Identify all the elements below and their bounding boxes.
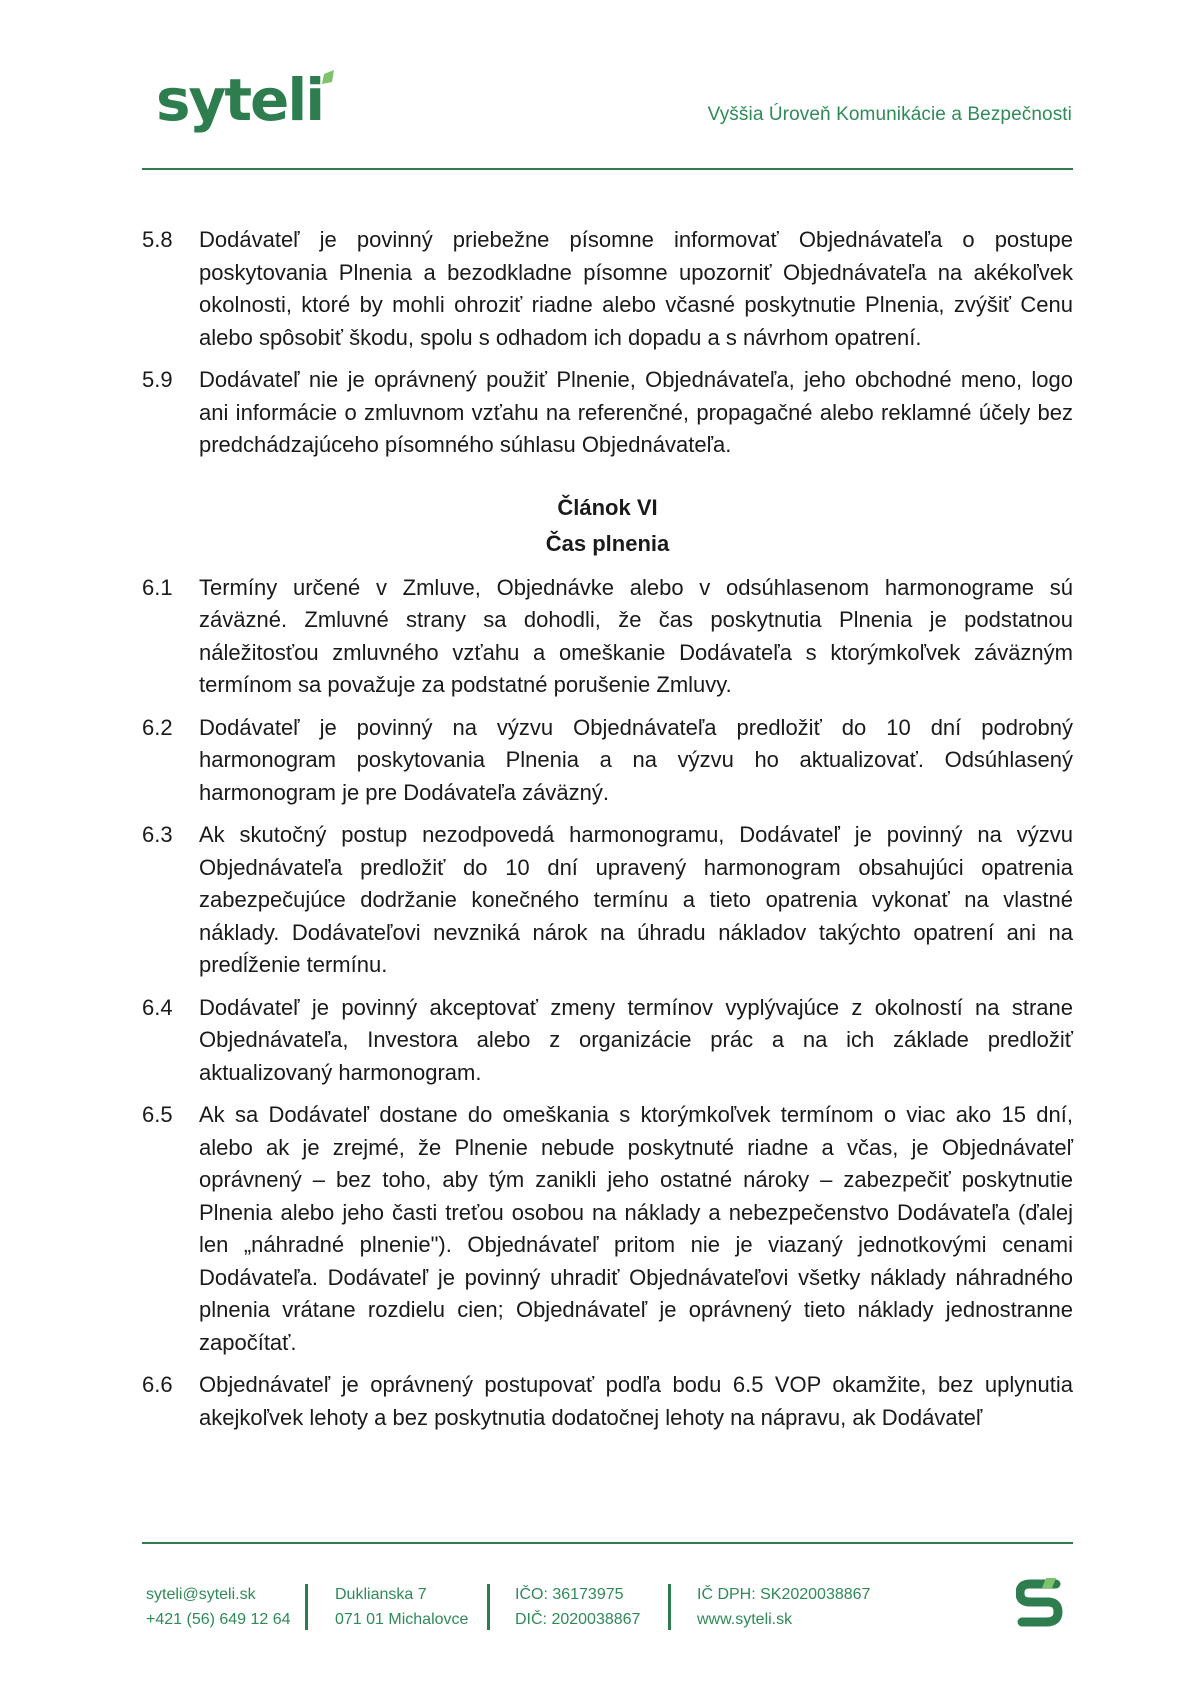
clause-text: Dodávateľ je povinný akceptovať zmeny termínov vyplývajúce z okolností na strane Objednávateľa, Investora alebo z organizácie prác a na ich základe predložiť aktualizovaný harmonogram. bbox=[199, 994, 1073, 1085]
document-body bbox=[142, 224, 1073, 1444]
footer-email[interactable]: syteli@syteli.sk bbox=[146, 1586, 256, 1603]
footer-separator bbox=[305, 1584, 308, 1630]
syteli-logo-graphic bbox=[156, 70, 346, 140]
clause-6-1 bbox=[142, 572, 1073, 702]
footer-ids bbox=[515, 1582, 640, 1632]
clause-text: Dodávateľ nie je oprávnený použiť Plnenie, Objednávateľa, jeho obchodné meno, logo ani informácie o zmluvnom vzťahu na referenčné, propagačné alebo reklamné účely bez predchádzajúceho písomného súhlasu Objednávateľa. bbox=[199, 367, 1073, 457]
syteli-logo bbox=[156, 70, 346, 140]
page-header bbox=[0, 0, 1191, 180]
clause-5-9 bbox=[142, 364, 1073, 462]
clause-6-3 bbox=[142, 819, 1073, 982]
footer-city: 071 01 Michalovce bbox=[335, 1611, 469, 1628]
clause-text: Ak skutočný postup nezodpovedá harmonogramu, Dodávateľ je povinný na výzvu Objednávateľa predložiť do 10 dní upravený harmonogram obsahujúci opatrenia zabezpečujúce dodržanie konečného termínu a tieto opatrenia vykonať na vlastné náklady. Dodávateľovi nevzniká nárok na úhradu nákladov takýchto opatrení ani na predĺženie termínu. bbox=[199, 822, 1073, 977]
article-title: Čas plnenia bbox=[545, 530, 670, 556]
footer-vat-web bbox=[697, 1582, 870, 1632]
footer-divider bbox=[142, 1542, 1073, 1544]
svg-text:syteli: syteli bbox=[156, 70, 324, 134]
article-number: Článok VI bbox=[557, 494, 658, 520]
footer-phone: +421 (56) 649 12 64 bbox=[146, 1611, 291, 1628]
clause-6-6 bbox=[142, 1369, 1073, 1434]
clause-number: 6.1 bbox=[142, 574, 173, 600]
footer-separator bbox=[668, 1584, 671, 1630]
footer-address bbox=[335, 1582, 468, 1632]
syteli-emblem-icon bbox=[1016, 1578, 1064, 1632]
syteli-emblem-graphic bbox=[1016, 1578, 1064, 1632]
header-divider bbox=[142, 168, 1073, 170]
clause-number: 6.4 bbox=[142, 994, 173, 1020]
footer-dic: DIČ: 2020038867 bbox=[515, 1611, 641, 1628]
article-heading bbox=[142, 490, 1073, 562]
clause-text: Termíny určené v Zmluve, Objednávke alebo v odsúhlasenom harmonograme sú záväzné. Zmluvné strany sa dohodli, že čas poskytnutia Plnenia je podstatnou náležitosťou zmluvného vzťahu a omeškanie Dodávateľa s ktorýmkoľvek záväzným termínom sa považuje za podstatné porušenie Zmluvy. bbox=[199, 574, 1073, 697]
footer-separator bbox=[487, 1584, 490, 1630]
clause-6-4 bbox=[142, 992, 1073, 1090]
clause-number: 5.9 bbox=[142, 367, 173, 392]
clause-number: 6.6 bbox=[142, 1372, 173, 1397]
clause-number: 6.2 bbox=[142, 714, 173, 740]
clause-5-8 bbox=[142, 224, 1073, 354]
header-tagline: Vyššia Úroveň Komunikácie a Bezpečnosti bbox=[707, 104, 1072, 125]
clause-6-5 bbox=[142, 1099, 1073, 1359]
clause-text: Dodávateľ je povinný priebežne písomne informovať Objednávateľa o postupe poskytovania Plnenia a bezodkladne písomne upozorniť Objednávateľa na akékoľvek okolnosti, ktoré by mohli ohroziť riadne alebo včasné poskytnutie Plnenia, zvýšiť Cenu alebo spôsobiť škodu, spolu s odhadom ich dopadu a s návrhom opatrení. bbox=[199, 227, 1073, 350]
clause-number: 6.3 bbox=[142, 822, 173, 847]
footer-contact bbox=[146, 1582, 291, 1632]
clause-text: Ak sa Dodávateľ dostane do omeškania s ktorýmkoľvek termínom o viac ako 15 dní, alebo ak je zrejmé, že Plnenie nebude poskytnuté riadne a včas, je Objednávateľ oprávnený – bez toho, aby tým zanikli jeho ostatné nároky – zabezpečiť poskytnutie Plnenia alebo jeho časti treťou osobou na náklady a nebezpečenstvo Dodávateľa (ďalej len „náhradné plnenie"). Objednávateľ pritom nie je viazaný jednotkovými cenami Dodávateľa. Dodávateľ je povinný uhradiť Objednávateľovi všetky náklady náhradného plnenia vrátane rozdielu cien; Objednávateľ je oprávnený tieto náklady jednostranne započítať. bbox=[199, 1102, 1073, 1355]
section-6-items bbox=[142, 572, 1073, 1435]
footer-street: Duklianska 7 bbox=[335, 1586, 427, 1603]
section-5-items bbox=[142, 224, 1073, 462]
clause-text: Objednávateľ je oprávnený postupovať podľa bodu 6.5 VOP okamžite, bez uplynutia akejkoľvek lehoty a bez poskytnutia dodatočnej lehoty na nápravu, ak Dodávateľ bbox=[199, 1372, 1073, 1430]
footer-ico: IČO: 36173975 bbox=[515, 1586, 624, 1603]
clause-6-2 bbox=[142, 712, 1073, 810]
clause-number: 5.8 bbox=[142, 227, 173, 252]
footer-icdph: IČ DPH: SK2020038867 bbox=[697, 1586, 871, 1603]
page-footer bbox=[0, 1560, 1191, 1670]
clause-text: Dodávateľ je povinný na výzvu Objednávateľa predložiť do 10 dní podrobný harmonogram poskytovania Plnenia a na výzvu ho aktualizovať. Odsúhlasený harmonogram je pre Dodávateľa záväzný. bbox=[199, 714, 1073, 805]
footer-web[interactable]: www.syteli.sk bbox=[697, 1611, 793, 1628]
clause-number: 6.5 bbox=[142, 1102, 173, 1127]
